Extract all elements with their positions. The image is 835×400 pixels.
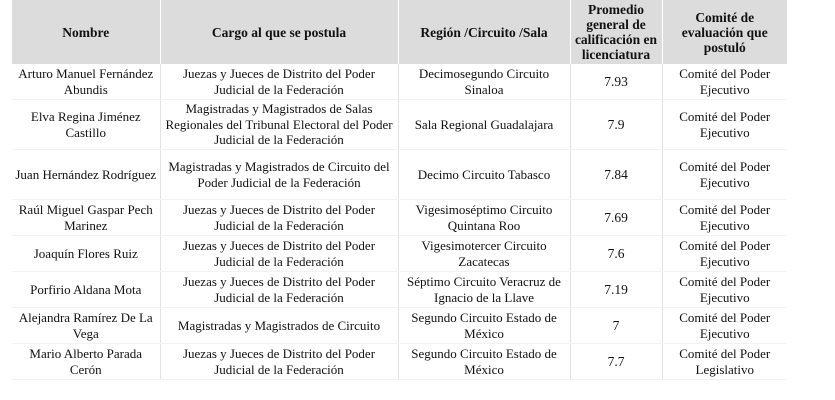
cell-region: Séptimo Circuito Veracruz de Ignacio de la Llave [398,272,570,308]
cell-comite: Comité del Poder Legislativo [662,344,787,380]
cell-nombre: Mario Alberto Parada Cerón [12,344,160,380]
table-row [12,272,787,308]
table-row [12,308,787,344]
cell-cargo: Magistradas y Magistrados de Circuito del Poder Judicial de la Federación [160,150,398,200]
table-row [12,236,787,272]
cell-cargo: Juezas y Jueces de Distrito del Poder Judicial de la Federación [160,344,398,380]
cell-promedio: 7.19 [570,272,662,308]
header-cargo: Cargo al que se postula [160,0,398,64]
header-comite: Comité de evaluación que postuló [662,0,787,64]
table-row [12,150,787,200]
cell-cargo: Magistradas y Magistrados de Circuito [160,308,398,344]
cell-region: Segundo Circuito Estado de México [398,344,570,380]
cell-nombre: Porfirio Aldana Mota [12,272,160,308]
cell-comite: Comité del Poder Ejecutivo [662,200,787,236]
cell-cargo: Juezas y Jueces de Distrito del Poder Judicial de la Federación [160,200,398,236]
cell-cargo: Juezas y Jueces de Distrito del Poder Judicial de la Federación [160,272,398,308]
header-row [12,0,787,64]
cell-nombre: Joaquín Flores Ruiz [12,236,160,272]
table-body [12,64,787,380]
cell-promedio: 7.9 [570,100,662,150]
cell-promedio: 7.6 [570,236,662,272]
header-nombre: Nombre [12,0,160,64]
candidates-table [12,0,787,380]
cell-nombre: Juan Hernández Rodríguez [12,150,160,200]
cell-cargo: Juezas y Jueces de Distrito del Poder Judicial de la Federación [160,64,398,100]
cell-comite: Comité del Poder Ejecutivo [662,272,787,308]
table-row [12,100,787,150]
table-row [12,344,787,380]
header-promedio: Promedio general de calificación en licenciatura [570,0,662,64]
cell-nombre: Raúl Miguel Gaspar Pech Marinez [12,200,160,236]
cell-region: Vigesimoséptimo Circuito Quintana Roo [398,200,570,236]
cell-nombre: Elva Regina Jiménez Castillo [12,100,160,150]
cell-region: Decimosegundo Circuito Sinaloa [398,64,570,100]
cell-comite: Comité del Poder Ejecutivo [662,100,787,150]
table-header [12,0,787,64]
cell-comite: Comité del Poder Ejecutivo [662,308,787,344]
cell-cargo: Juezas y Jueces de Distrito del Poder Judicial de la Federación [160,236,398,272]
cell-promedio: 7.7 [570,344,662,380]
cell-region: Segundo Circuito Estado de México [398,308,570,344]
cell-region: Decimo Circuito Tabasco [398,150,570,200]
cell-promedio: 7.93 [570,64,662,100]
cell-cargo: Magistradas y Magistrados de Salas Regionales del Tribunal Electoral del Poder Judicial de la Federación [160,100,398,150]
table-row [12,200,787,236]
cell-promedio: 7.69 [570,200,662,236]
cell-comite: Comité del Poder Ejecutivo [662,64,787,100]
cell-nombre: Arturo Manuel Fernández Abundis [12,64,160,100]
table-row [12,64,787,100]
cell-comite: Comité del Poder Ejecutivo [662,150,787,200]
header-region: Región /Circuito /Sala [398,0,570,64]
cell-region: Sala Regional Guadalajara [398,100,570,150]
cell-region: Vigesimotercer Circuito Zacatecas [398,236,570,272]
cell-nombre: Alejandra Ramírez De La Vega [12,308,160,344]
cell-promedio: 7.84 [570,150,662,200]
cell-promedio: 7 [570,308,662,344]
cell-comite: Comité del Poder Ejecutivo [662,236,787,272]
